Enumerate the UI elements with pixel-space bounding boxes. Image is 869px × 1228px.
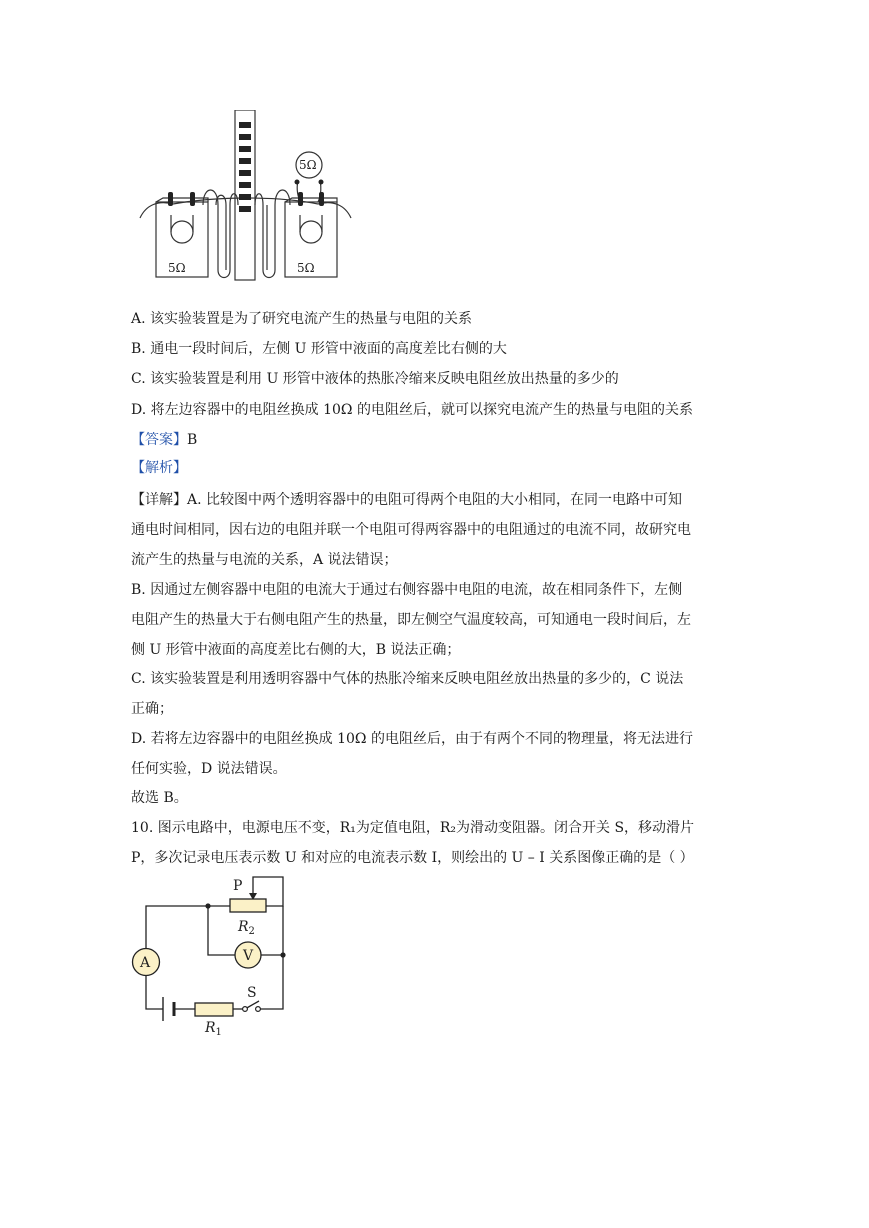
detail-line-6: 侧 U 形管中液面的高度差比右侧的大，B 说法正确； [131, 642, 461, 658]
voltmeter-label: V [243, 948, 254, 964]
detail-line-1: 【详解】A. 比较图中两个透明容器中的电阻可得两个电阻的大小相同，在同一电路中可知 [131, 492, 683, 508]
detail-line-3: 流产生的热量与电流的关系，A 说法错误； [131, 552, 398, 568]
detail-line-8: 正确； [131, 701, 173, 717]
question-10-line-2: P，多次记录电压表示数 U 和对应的电流表示数 I，则绘出的 U – I 关系图像正确的是（ ） [131, 850, 694, 866]
detail-line-10: 任何实验，D 说法错误。 [131, 761, 287, 777]
detail-line-2: 通电时间相同，因右边的电阻并联一个电阻可得两容器中的电阻通过的电流不同，故研究电 [131, 522, 691, 538]
switch-label: S [247, 985, 257, 1001]
question-10-line-1: 10. 图示电路中，电源电压不变，R₁为定值电阻，R₂为滑动变阻器。闭合开关 S，移动滑片 [131, 820, 695, 836]
option-b: B. 通电一段时间后，左侧 U 形管中液面的高度差比右侧的大 [131, 341, 507, 357]
analysis-tag: 【解析】 [131, 460, 187, 476]
slider-label-p: P [233, 878, 243, 894]
answer-value: B [187, 432, 198, 448]
detail-line-4: B. 因通过左侧容器中电阻的电流大于通过右侧容器中电阻的电流，故在相同条件下，左侧 [131, 582, 683, 598]
left-resistor-label: 5Ω [168, 261, 186, 275]
detail-line-7: C. 该实验装置是利用透明容器中气体的热胀冷缩来反映电阻丝放出热量的多少的，C 说法 [131, 671, 684, 687]
answer-tag: 【答案】 [131, 432, 187, 448]
right-resistor-label: 5Ω [297, 261, 315, 275]
r1-label: $R_1$ [205, 1020, 222, 1037]
joule-heat-apparatus-figure [138, 110, 353, 285]
option-c: C. 该实验装置是利用 U 形管中液体的热胀冷缩来反映电阻丝放出热量的多少的 [131, 371, 619, 387]
option-a: A. 该实验装置是为了研究电流产生的热量与电阻的关系 [131, 311, 473, 327]
detail-tag: 【详解】 [131, 492, 187, 508]
detail-line-9: D. 若将左边容器中的电阻丝换成 10Ω 的电阻丝后，由于有两个不同的物理量，将无法进行 [131, 731, 693, 747]
r2-label: $R_2$ [238, 919, 255, 937]
answer-line [131, 430, 197, 450]
ammeter-label: A [140, 955, 151, 971]
circuit-diagram-figure [125, 875, 295, 1037]
parallel-resistor-label: 5Ω [299, 158, 317, 172]
option-d: D. 将左边容器中的电阻丝换成 10Ω 的电阻丝后，就可以探究电流产生的热量与电阻的关系 [131, 402, 693, 418]
detail-line-5: 电阻产生的热量大于右侧电阻产生的热量，即左侧空气温度较高，可知通电一段时间后，左 [131, 612, 691, 628]
detail-line-11: 故选 B。 [131, 790, 188, 806]
